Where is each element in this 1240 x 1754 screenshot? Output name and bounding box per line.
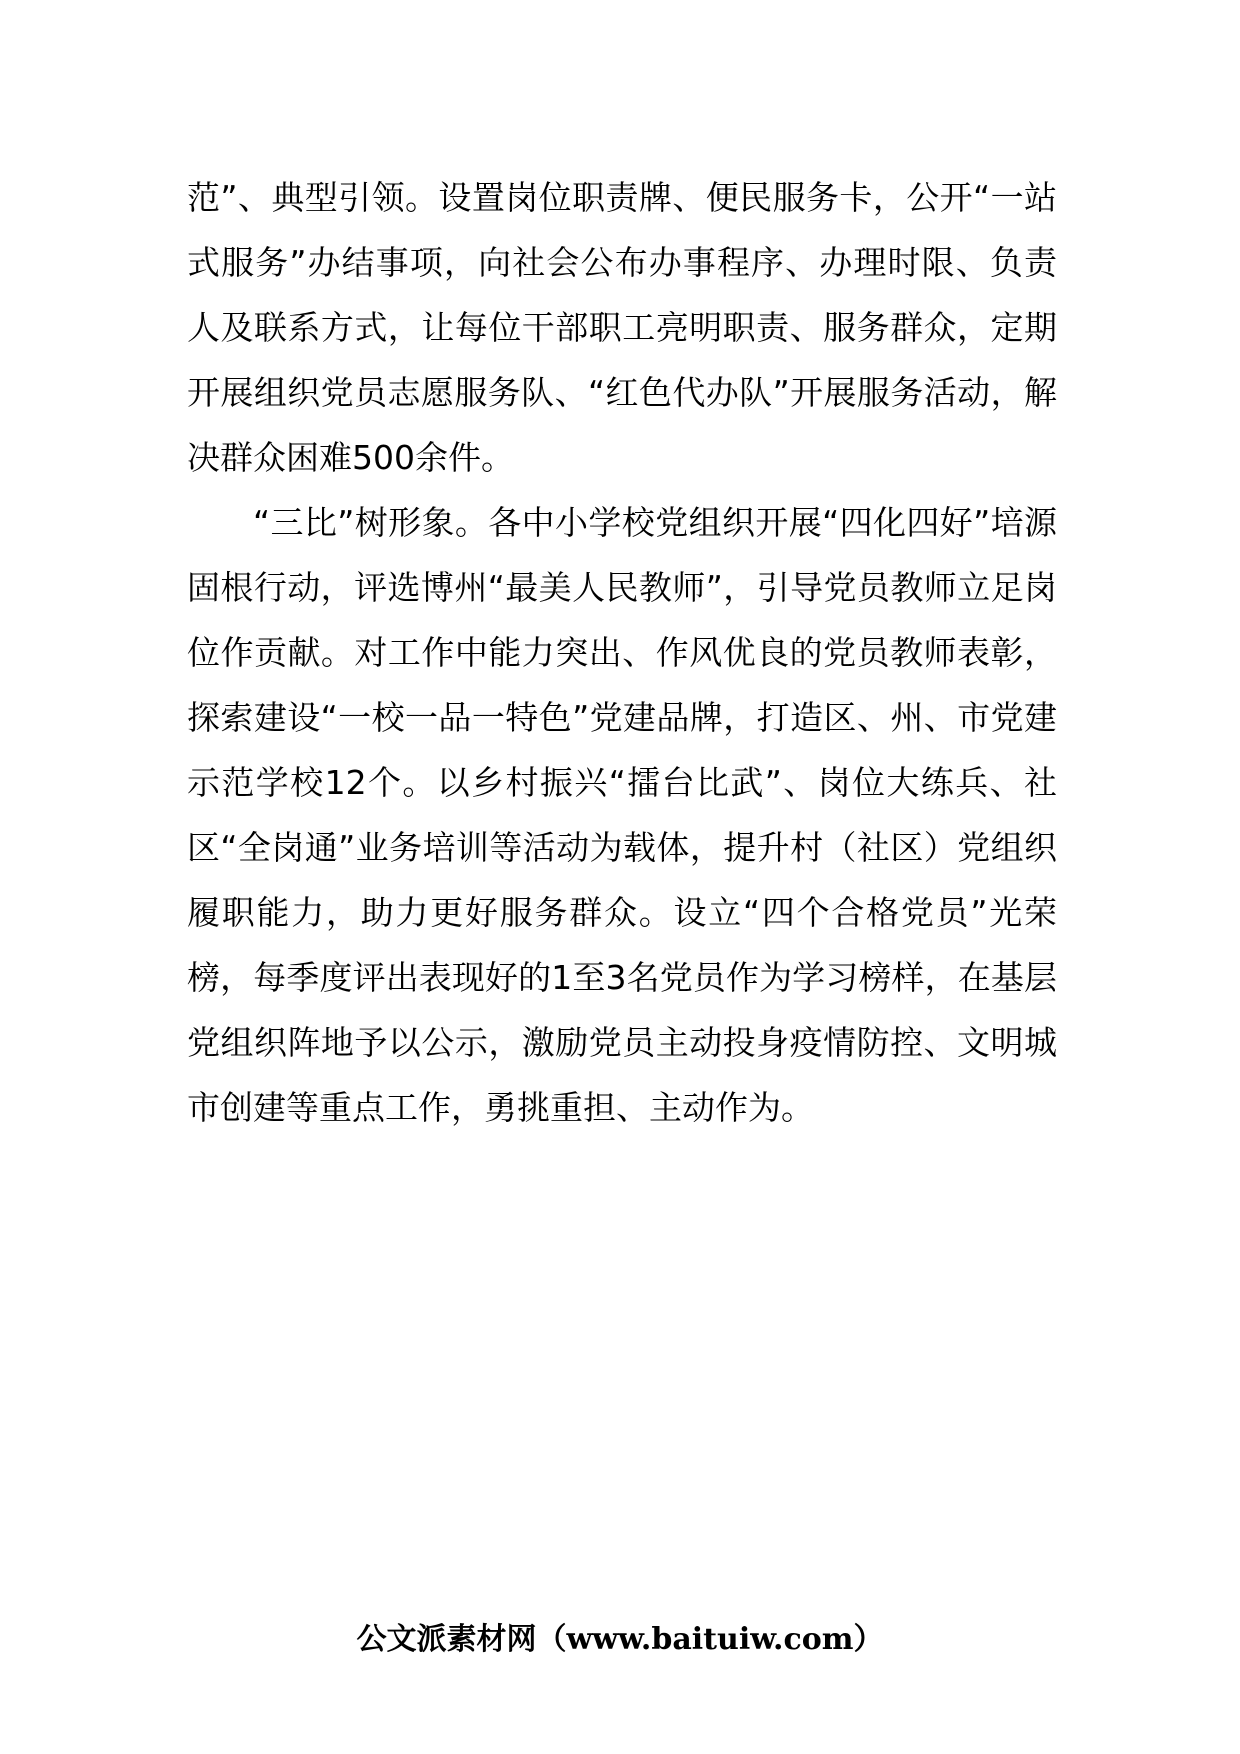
footer-watermark: 公文派素材网（www.baituiw.com） [356,1622,884,1657]
document-body [187,165,1057,1140]
paragraph-sanbi: “三比”树形象。各中小学校党组织开展“四化四好”培源固根行动，评选博州“最美人民教师”，引导党员教师立足岗位作贡献。对工作中能力突出、作风优良的党员教师表彰，探索建设“一校一品一特色”党建品牌，打造区、州、市党建示范学校12个。以乡村振兴“擂台比武”、岗位大练兵、社区“全岗通”业务培训等活动为载体，提升村（社区）党组织履职能力，助力更好服务群众。设立“四个合格党员”光荣榜，每季度评出表现好的1至3名党员作为学习榜样，在基层党组织阵地予以公示，激励党员主动投身疫情防控、文明城市创建等重点工作，勇挑重担、主动作为。 [187,503,1057,1127]
paragraph-continuation: 范”、典型引领。设置岗位职责牌、便民服务卡，公开“一站式服务”办结事项，向社会公布办事程序、办理时限、负责人及联系方式，让每位干部职工亮明职责、服务群众，定期开展组织党员志愿服务队、“红色代办队”开展服务活动，解决群众困难500余件。 [187,178,1057,477]
